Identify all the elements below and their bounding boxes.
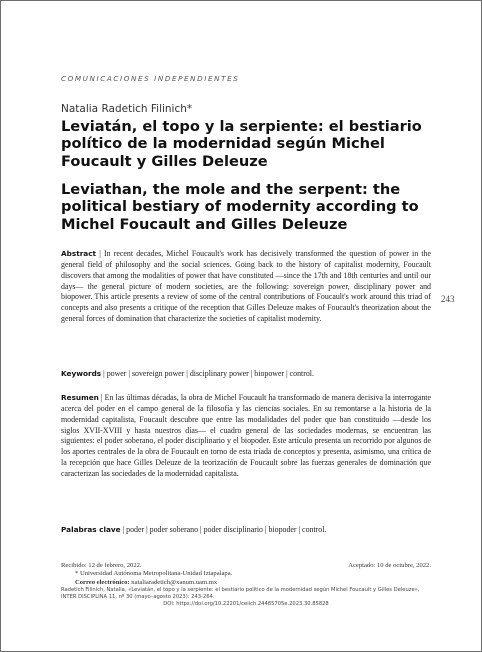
separator: | xyxy=(122,525,127,534)
resumen-text: En las últimas décadas, la obra de Michel Foucault ha transformado de manera decisiva la interrogante acerca del poder en el campo general de la filosofía y las ciencias sociales. En su remontarse a la historia de la modernidad capitalista, Foucault descubre que entre las modalidades del poder que han constituido —desde los siglos XVII-XVIII y hasta nuestros días— el cuadro general de las sociedades modernas, se encuentran las siguientes: el poder soberano, el poder disciplinario y el biopoder. Este artículo presenta un recorrido por algunos de los aportes centrales de la obra de Foucault en torno de esta tríada de conceptos y presenta, asimismo, una crítica de la recepción que hace Gilles Deleuze de la teorización de Foucault sobre las fuerzas generales de dominación que caracterizan las sociedades de la modernidad capitalista. xyxy=(61,393,431,478)
separator: | xyxy=(99,249,104,258)
doi-link[interactable]: DOI: https://doi.org/10.22201/ceiich.24485705e.2023.30.85828 xyxy=(163,601,329,608)
abstract-paragraph xyxy=(61,249,431,325)
email-label: Correo electrónico: xyxy=(75,578,130,586)
email-line xyxy=(61,579,431,587)
palabras-clave-label: Palabras clave xyxy=(61,525,121,534)
keywords-label: Keywords xyxy=(61,369,102,378)
separator: | xyxy=(100,393,105,402)
dates-row xyxy=(61,562,431,570)
received-date: Recibido: 12 de febrero, 2022. xyxy=(61,562,142,569)
section-heading: COMUNICACIONES INDEPENDIENTES xyxy=(61,74,240,83)
palabras-clave-line xyxy=(61,525,431,536)
separator: | xyxy=(103,369,107,378)
abstract-text: In recent decades, Michel Foucault's work has decisively transformed the question of power in the general field of philosophy and the social sciences. Going back to the history of capitalist modernity, Foucault discovers that among the modalities of power that have constituted —since the 17th and 18th centuries and until our days— the general picture of modern societies, are the following: sovereign power, disciplinary power and biopower. This article presents a review of some of the central contributions of Foucault's work around this triad of concepts and also presents a critique of the reception that Gilles Deleuze makes of Foucault's theorization about the general forces of domination that characterize the societies of capitalist modernity. xyxy=(61,249,431,324)
resumen-label: Resumen xyxy=(61,393,99,402)
accepted-date: Aceptado: 10 de octubre, 2022. xyxy=(348,562,431,569)
citation: Radetich Filinich, Natalia, «Leviatán, el topo y la serpiente: el bestiario político de la modernidad según Michel Foucault y Gilles Deleuze», INTER DISCIPLINA 11, nº 30 (mayo–agosto 2023): 243-264. xyxy=(61,586,420,601)
resumen-paragraph xyxy=(61,393,431,480)
keywords-line xyxy=(61,369,431,380)
title-english: Leviathan, the mole and the serpent: the political bestiary of modernity according to Michel Foucault and Gilles Deleuze xyxy=(61,181,419,233)
palabras-clave-text: poder | poder soberano | poder disciplinario | biopoder | control. xyxy=(126,525,327,534)
affiliation: * Universidad Autónoma Metropolitana-Unidad Iztapalapa. xyxy=(75,570,233,578)
email-address[interactable]: nataliaradetich@xanum.uam.mx xyxy=(131,578,218,586)
author-name: Natalia Radetich Filinich* xyxy=(61,103,193,115)
title-spanish: Leviatán, el topo y la serpiente: el bestiario político de la modernidad según Michel Foucault y Gilles Deleuze xyxy=(61,118,422,170)
abstract-label: Abstract xyxy=(61,249,97,258)
keywords-text: power | sovereign power | disciplinary power | biopower | control. xyxy=(106,369,314,378)
article-footer xyxy=(61,562,431,609)
page-number: 243 xyxy=(441,294,455,304)
